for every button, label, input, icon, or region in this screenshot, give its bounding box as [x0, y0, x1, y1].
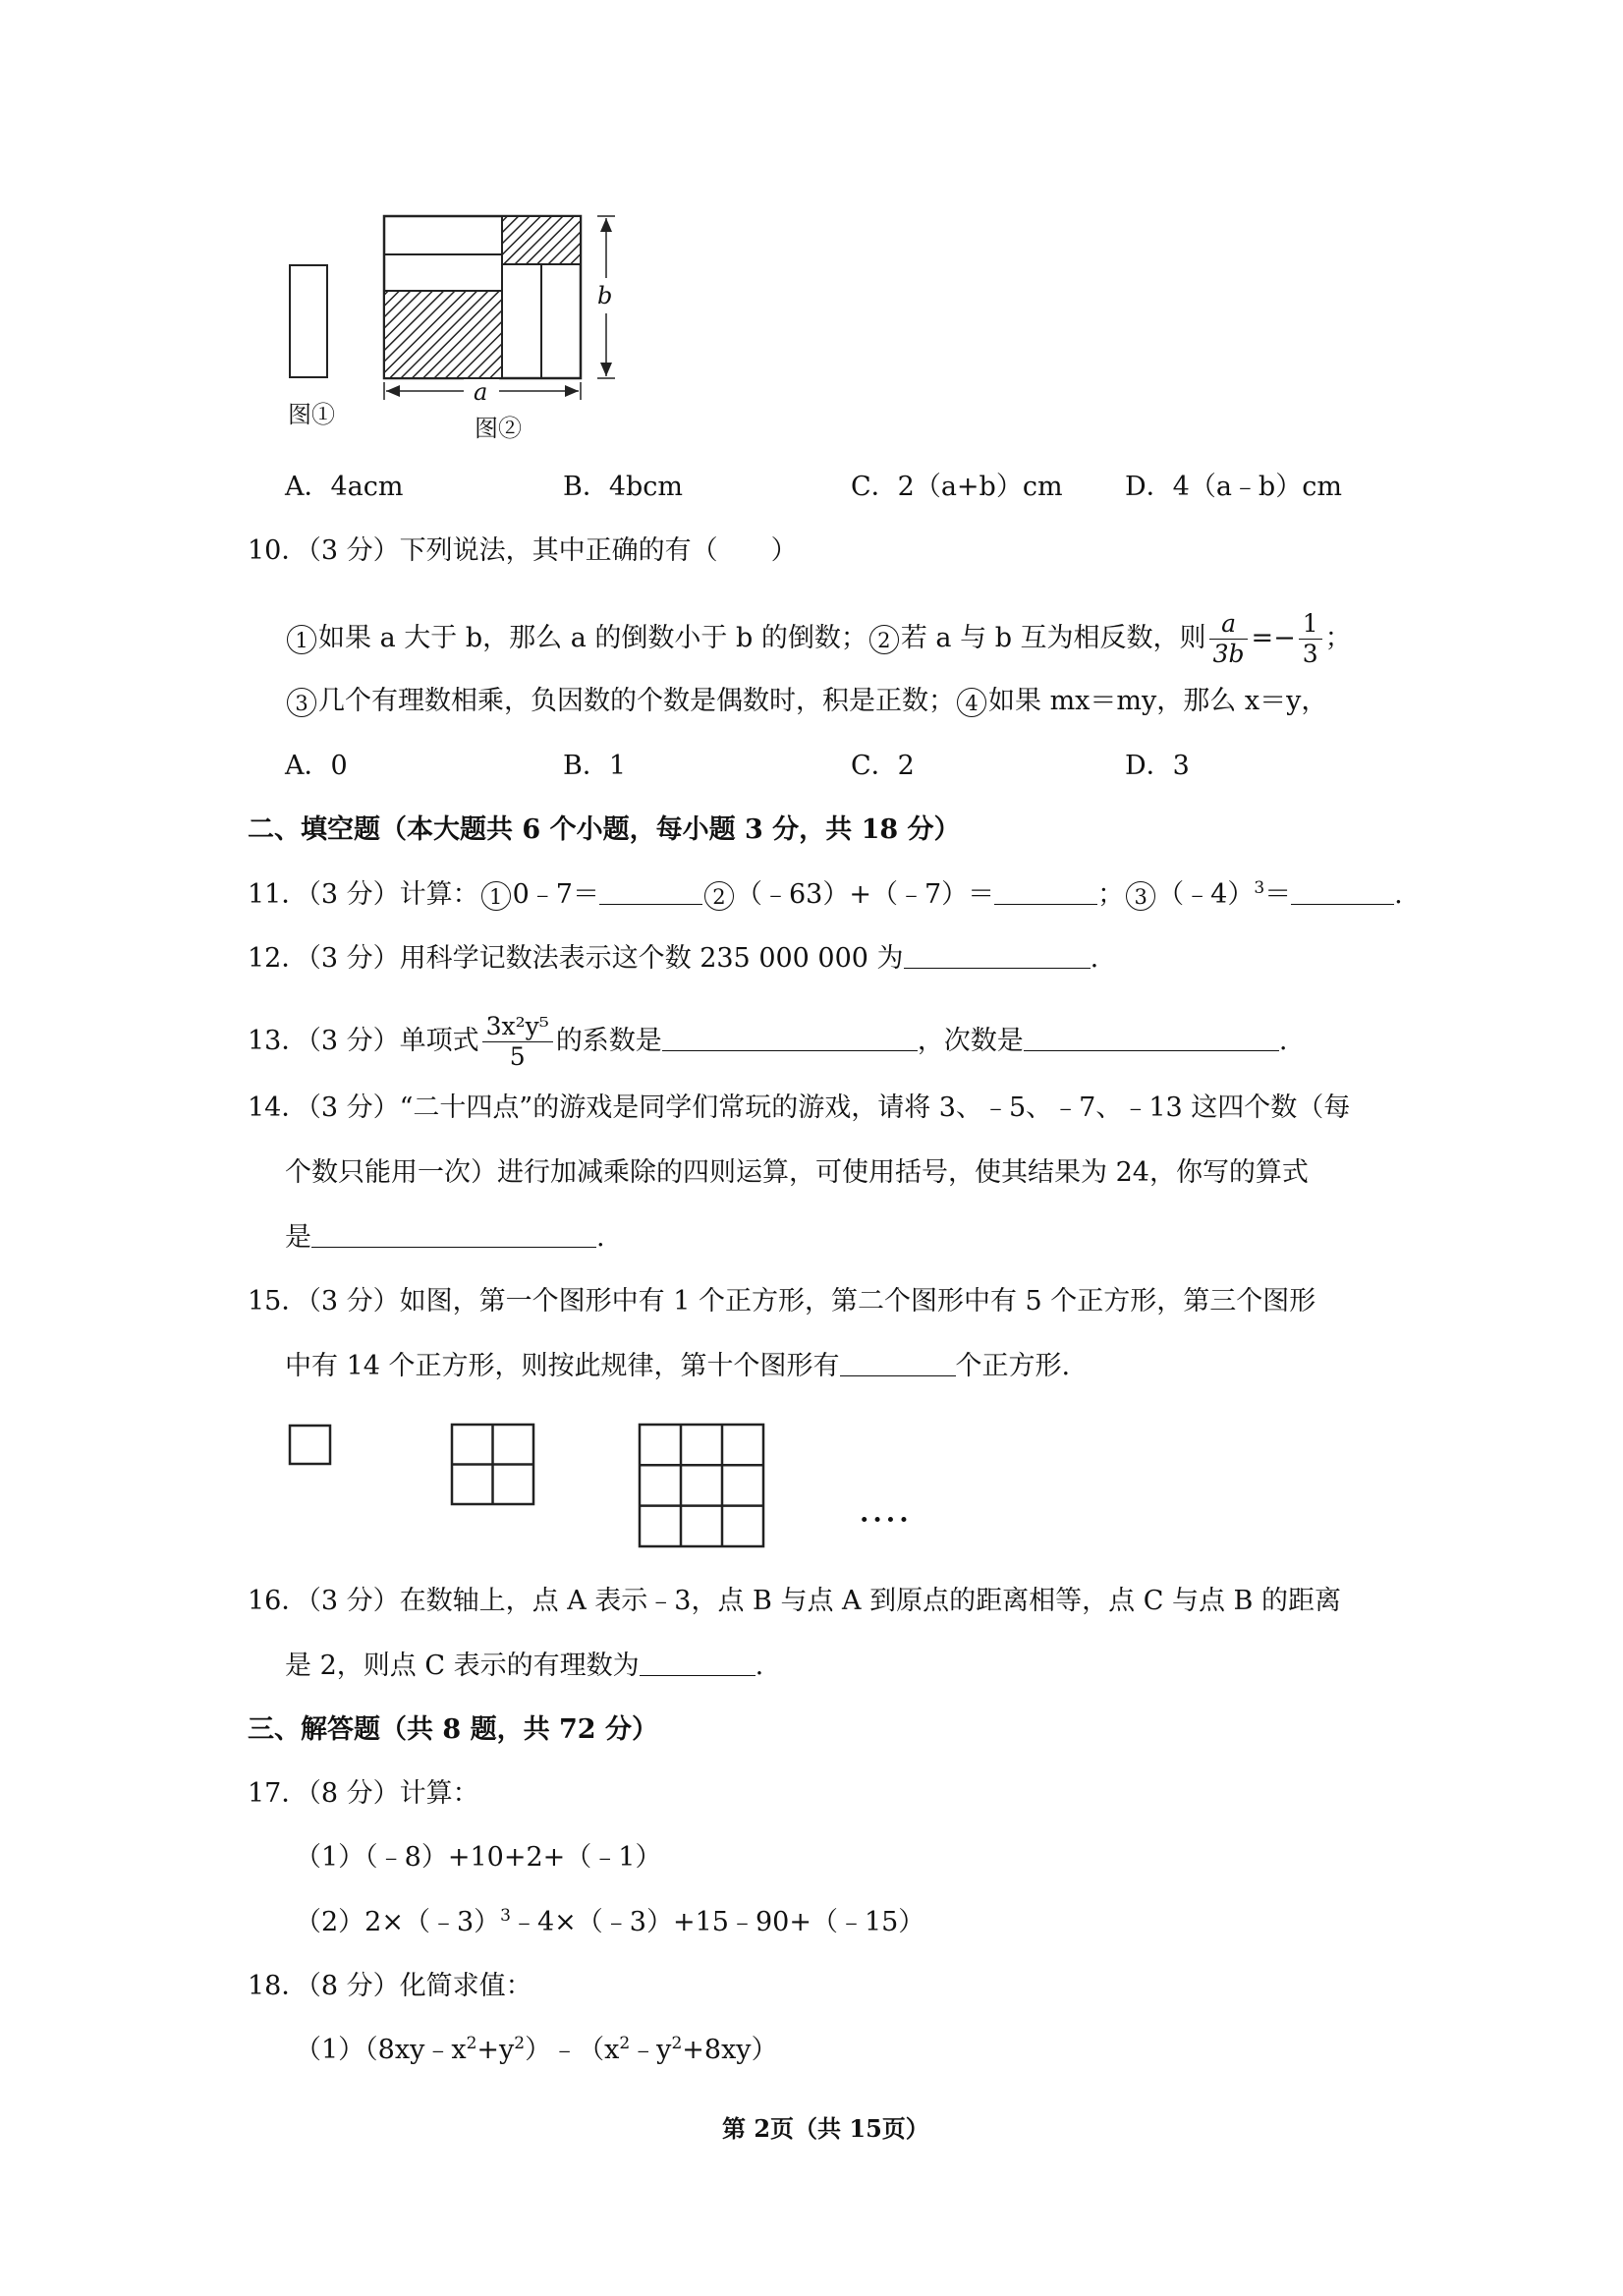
fraction: $\frac{1}{3}$	[1299, 609, 1322, 669]
q13-mid2: ，次数是	[917, 1026, 1024, 1056]
q15-line1: 15．（3 分）如图，第一个图形中有 1 个正方形，第二个图形中有 5 个正方形，第三个图形	[248, 1286, 1316, 1316]
q18-stem: 18．（8 分）化简求值：	[248, 1971, 532, 2001]
punct: ；	[1324, 623, 1352, 653]
fig2-label: 图②	[475, 415, 522, 442]
q14-line3-text: 是	[285, 1222, 311, 1253]
punct: .	[596, 1222, 605, 1253]
q18-p1b: +y	[476, 2035, 515, 2065]
q10-option-a: A．0	[285, 751, 348, 781]
fraction: $\frac{\text{3x²y⁵}}{5}$	[482, 1012, 553, 1072]
q11-p3: （﹣4）	[1157, 879, 1255, 910]
dim-a-label: a	[474, 378, 488, 406]
circle-number: 3	[287, 688, 316, 717]
exponent: 3	[500, 1906, 511, 1926]
q18-part1	[295, 2033, 778, 2068]
q18-p1d: ﹣y	[630, 2035, 672, 2065]
circle-number: 1	[481, 881, 511, 911]
circle-number: 4	[957, 688, 986, 717]
exponent: 2	[466, 2034, 477, 2053]
answer-blank[interactable]	[640, 1650, 756, 1676]
q10-option-d: D．3	[1125, 751, 1190, 781]
q16-line2	[285, 1649, 763, 1684]
q13-prefix: 13．（3 分）单项式	[248, 1026, 479, 1056]
fraction: $\frac{a}{3b}$	[1209, 609, 1249, 669]
q16-line1: 16．（3 分）在数轴上，点 A 表示﹣3，点 B 与点 A 到原点的距离相等，点 C 与点 B 的距离	[248, 1586, 1341, 1616]
q10-s2-eq: =−	[1251, 623, 1296, 653]
q9-option-b: B．4bcm	[563, 472, 684, 502]
punct: .	[1394, 879, 1403, 910]
q12-text: 12．（3 分）用科学记数法表示这个数 235 000 000 为	[248, 943, 904, 974]
exponent: 2	[619, 2034, 631, 2053]
q9-option-c: C．2（a+b）cm	[851, 472, 1063, 502]
q16-line2-text: 是 2，则点 C 表示的有理数为	[285, 1651, 640, 1681]
page-footer: 第 2页（共 15页）	[722, 2114, 929, 2143]
q11-p3-end: ＝	[1264, 879, 1292, 910]
section3-title: 三、解答题（共 8 题，共 72 分）	[248, 1714, 658, 1745]
punct: .	[755, 1651, 764, 1681]
q15-ellipsis: ····	[860, 1505, 913, 1536]
q9-option-a: A．4acm	[285, 472, 404, 502]
q14-line1: 14．（3 分）“二十四点”的游戏是同学们常玩的游戏，请将 3、﹣5、﹣7、﹣13 这四个数（每	[248, 1092, 1351, 1123]
fig1-label: 图①	[288, 401, 335, 428]
q18-p1e: +8xy）	[682, 2035, 778, 2065]
q17-part2	[295, 1905, 924, 1940]
punct: ；	[1097, 879, 1125, 910]
punct: .	[1090, 943, 1099, 974]
circle-number: 1	[287, 625, 316, 654]
dim-b-label: b	[595, 278, 614, 313]
circle-number: 3	[1126, 881, 1155, 911]
exponent: 2	[671, 2034, 683, 2053]
q15-line2b: 个正方形.	[955, 1351, 1071, 1381]
q17-p2b: ﹣4×（﹣3）+15﹣90+（﹣15）	[511, 1907, 925, 1937]
q10-stem: 10．（3 分）下列说法，其中正确的有（ ）	[248, 535, 798, 566]
q9-option-d: D．4（a﹣b）cm	[1125, 472, 1342, 502]
q17-stem: 17．（8 分）计算：	[248, 1778, 479, 1809]
q10-option-c: C．2	[851, 751, 915, 781]
q10-s4: 如果 mx＝my，那么 x＝y，	[988, 686, 1328, 716]
q11-prefix: 11．（3 分）计算：	[248, 879, 479, 910]
circle-number: 2	[869, 625, 899, 654]
q17-p2a: （2）2×（﹣3）	[295, 1907, 501, 1937]
grid-3x3	[640, 1425, 763, 1546]
q10-option-b: B．1	[563, 751, 627, 781]
q14-line2: 个数只能用一次）进行加减乘除的四则运算，可使用括号，使其结果为 24，你写的算式	[285, 1157, 1309, 1188]
circle-number: 2	[704, 881, 734, 911]
q15-line2a: 中有 14 个正方形，则按此规律，第十个图形有	[285, 1351, 840, 1381]
q17-part1: （1）（﹣8）+10+2+（﹣1）	[295, 1842, 662, 1873]
section2-title: 二、填空题（本大题共 6 个小题，每小题 3 分，共 18 分）	[248, 814, 961, 845]
q11-p1: 0﹣7＝	[512, 879, 599, 910]
exponent: 3	[1254, 878, 1265, 898]
q18-p1a: （1）（8xy﹣x	[295, 2035, 467, 2065]
q10-s3: 几个有理数相乘，负因数的个数是偶数时，积是正数；	[318, 686, 955, 716]
q11-p2: （﹣63）+（﹣7）＝	[735, 879, 995, 910]
q10-s1: 如果 a 大于 b，那么 a 的倒数小于 b 的倒数；	[318, 623, 867, 653]
q18-p1c: ）﹣（x	[525, 2035, 620, 2065]
q10-s2: 若 a 与 b 互为相反数，则	[900, 623, 1206, 653]
grid-2x2	[452, 1425, 533, 1504]
exponent: 2	[514, 2034, 526, 2053]
q13-mid: 的系数是	[555, 1026, 662, 1056]
punct: .	[1278, 1026, 1288, 1056]
